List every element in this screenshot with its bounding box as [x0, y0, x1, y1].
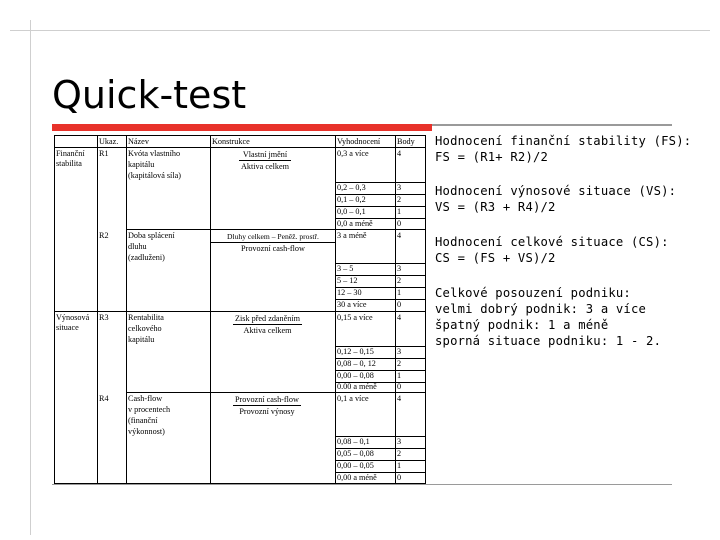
indicator-code: R2 [99, 231, 109, 240]
indicator-name-line: celkového [128, 324, 162, 333]
evaluation-range: 5 – 12 [337, 276, 358, 285]
points-value: 3 [397, 437, 402, 446]
evaluation-range: 0,15 a více [337, 313, 373, 322]
points-value: 3 [397, 347, 402, 356]
evaluation-range: 3 – 5 [337, 264, 354, 273]
formula-numerator: Dluhy celkem – Peněž. prostř. [211, 231, 335, 243]
formula-denominator: Provozní výnosy [239, 407, 295, 416]
table-col-border [126, 136, 127, 483]
header-code: Ukaz. [99, 137, 119, 146]
note-heading: Hodnocení finanční stability (FS): [435, 134, 692, 148]
table-row-rule [126, 392, 425, 393]
evaluation-range: 3 a méně [337, 231, 367, 240]
bottom-rule [52, 484, 672, 485]
title-underline-accent [52, 124, 432, 131]
evaluation-range: 0,1 – 0,2 [337, 195, 366, 204]
indicator-name-line: výkonnost) [128, 427, 165, 436]
formula-fraction [233, 313, 302, 336]
note-formula: FS = (R1+ R2)/2 [435, 150, 549, 164]
note-revenue-situation [435, 183, 676, 215]
evaluation-range: 0.00 a méně [337, 382, 377, 391]
evaluation-table [54, 135, 426, 484]
evaluation-range: 30 a více [337, 300, 367, 309]
formula-denominator: Aktiva celkem [241, 162, 289, 171]
formula-fraction [233, 394, 301, 417]
table-col-border [97, 136, 98, 483]
indicator-code: R4 [99, 394, 109, 403]
evaluation-range: 0,1 a více [337, 394, 369, 403]
evaluation-range: 0,00 – 0,05 [337, 461, 374, 470]
points-value: 4 [397, 313, 402, 322]
indicator-name-line: dluhu [128, 242, 147, 251]
table-col-border [335, 136, 336, 483]
indicator-name-line: v procentech [128, 405, 171, 414]
points-value: 0 [397, 473, 402, 482]
indicator-name-line: (zadluženi) [128, 253, 165, 262]
points-value: 1 [397, 371, 402, 380]
slide-title: Quick-test [52, 73, 247, 117]
formula-fraction [239, 149, 291, 172]
formula-denominator: Provozní cash-flow [241, 244, 305, 253]
points-value: 3 [397, 183, 402, 192]
evaluation-range: 0,0 – 0,1 [337, 207, 366, 216]
formula-fraction [211, 231, 335, 254]
decorative-horizontal-line [10, 30, 710, 31]
note-heading: Celkové posouzení podniku: [435, 286, 631, 300]
group-label-financial-stability: Finanční stabilita [56, 149, 85, 168]
table-col-border [395, 136, 396, 483]
note-line: sporná situace podniku: 1 - 2. [435, 334, 662, 348]
indicator-name-line: (kapitálová síla) [128, 171, 181, 180]
note-financial-stability [435, 133, 691, 165]
formula-denominator: Aktiva celkem [243, 326, 292, 335]
points-value: 1 [397, 461, 402, 470]
note-formula: CS = (FS + VS)/2 [435, 251, 556, 265]
decorative-vertical-line [30, 20, 31, 535]
points-value: 4 [397, 149, 402, 158]
header-name: Název [128, 137, 149, 146]
points-value: 2 [397, 276, 402, 285]
note-overall-assessment [435, 285, 661, 349]
evaluation-range: 0,08 – 0,1 [337, 437, 370, 446]
points-value: 4 [397, 231, 402, 240]
indicator-name-line: Rentabilita [128, 313, 164, 322]
formula-numerator: Zisk před zdaněním [235, 314, 301, 323]
header-evaluation: Vyhodnocení [337, 137, 381, 146]
points-value: 1 [397, 288, 402, 297]
table-row-rule [126, 229, 425, 230]
points-value: 1 [397, 207, 402, 216]
indicator-name-line: kapitálu [128, 160, 155, 169]
note-heading: Hodnocení celkové situace (CS): [435, 235, 669, 249]
points-value: 2 [397, 195, 402, 204]
formula-numerator: Vlastní jmění [239, 149, 291, 161]
evaluation-range: 0,0 a méně [337, 219, 373, 228]
evaluation-range: 0,12 – 0,15 [337, 347, 374, 356]
points-value: 2 [397, 449, 402, 458]
evaluation-range: 12 – 30 [337, 288, 362, 297]
indicator-name-line: Doba splácení [128, 231, 175, 240]
header-construction: Konstrukce [212, 137, 250, 146]
points-value: 4 [397, 394, 402, 403]
table-header-rule [55, 147, 425, 148]
indicator-code: R3 [99, 313, 109, 322]
group-label-revenue-situation: Výnosová situace [56, 313, 90, 332]
evaluation-range: 0,3 a více [337, 149, 369, 158]
points-value: 0 [397, 300, 402, 309]
table-col-border [210, 136, 211, 483]
indicator-name-line: kapitálu [128, 335, 155, 344]
evaluation-range: 0,00 a méně [337, 473, 377, 482]
evaluation-range: 0,00 – 0,08 [337, 371, 374, 380]
points-value: 0 [397, 382, 402, 391]
points-value: 3 [397, 264, 402, 273]
points-value: 2 [397, 359, 402, 368]
note-heading: Hodnocení výnosové situace (VS): [435, 184, 677, 198]
indicator-name-line: Kvóta vlastního [128, 149, 181, 158]
header-points: Body [397, 137, 415, 146]
evaluation-range: 0,05 – 0,08 [337, 449, 374, 458]
note-line: špatný podnik: 1 a méně [435, 318, 609, 332]
evaluation-range: 0,2 – 0,3 [337, 183, 366, 192]
note-line: velmi dobrý podnik: 3 a více [435, 302, 647, 316]
indicator-code: R1 [99, 149, 109, 158]
table-group-rule [55, 311, 425, 312]
note-formula: VS = (R3 + R4)/2 [435, 200, 556, 214]
indicator-name-line: Cash-flow [128, 394, 163, 403]
title-underline-rule [432, 124, 672, 126]
points-value: 0 [397, 219, 402, 228]
evaluation-range: 0,08 – 0, 12 [337, 359, 376, 368]
indicator-name-line: (finanční [128, 416, 158, 425]
note-overall-situation [435, 234, 669, 266]
formula-numerator: Provozní cash-flow [235, 395, 299, 404]
